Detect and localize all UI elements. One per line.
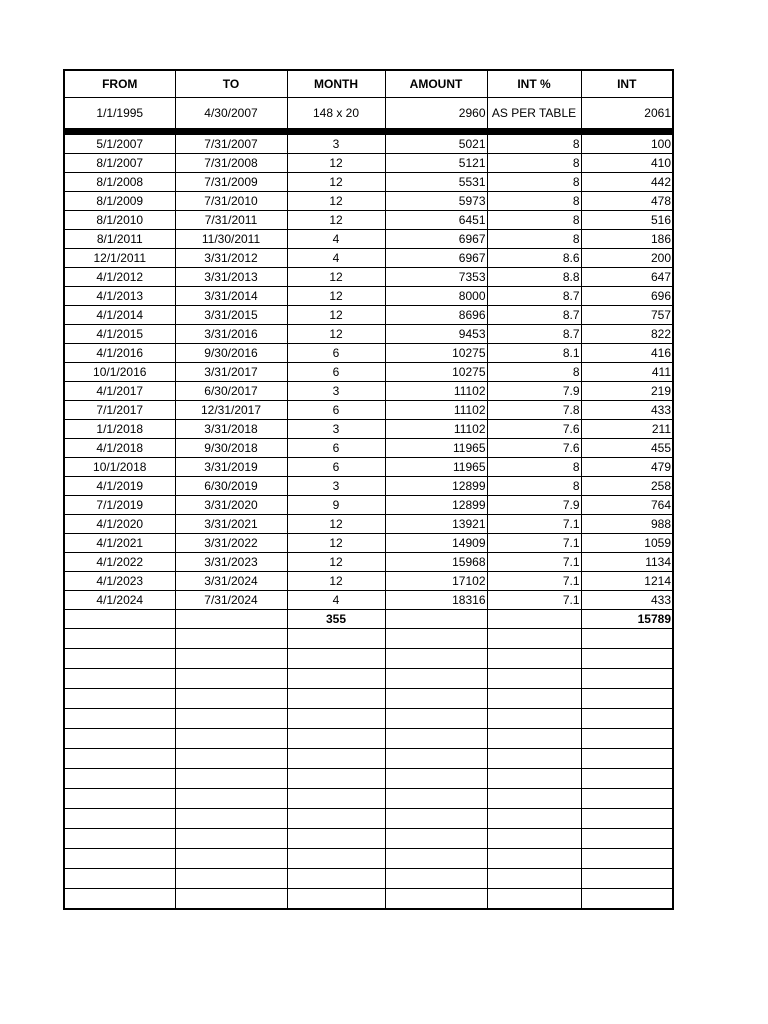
cell-from[interactable]: 12/1/2011 — [64, 249, 175, 268]
empty-row — [64, 749, 673, 769]
cell-to[interactable]: 3/31/2015 — [175, 306, 287, 325]
cell-to[interactable]: 3/31/2016 — [175, 325, 287, 344]
cell-to[interactable]: 3/31/2018 — [175, 420, 287, 439]
empty-row — [64, 689, 673, 709]
cell-int-pct[interactable]: 8 — [487, 173, 581, 192]
cell-month[interactable]: 12 — [287, 306, 385, 325]
cell-month[interactable] — [287, 669, 385, 689]
cell-amount[interactable]: 2960 — [385, 98, 487, 132]
cell-to[interactable]: 12/31/2017 — [175, 401, 287, 420]
table-row — [64, 534, 673, 553]
cell-int[interactable] — [581, 849, 673, 869]
cell-int-pct[interactable]: 7.6 — [487, 420, 581, 439]
cell-int-pct[interactable] — [487, 649, 581, 669]
cell-int[interactable] — [581, 809, 673, 829]
header-to[interactable]: TO — [175, 70, 287, 98]
cell-to[interactable] — [175, 629, 287, 649]
cell-month[interactable] — [287, 809, 385, 829]
table-row — [64, 515, 673, 534]
total-int[interactable]: 15789 — [581, 610, 673, 629]
cell-month[interactable]: 3 — [287, 420, 385, 439]
cell-to[interactable]: 4/30/2007 — [175, 98, 287, 132]
cell-int-pct[interactable]: 8.1 — [487, 344, 581, 363]
cell-to[interactable] — [175, 749, 287, 769]
cell-from[interactable]: 10/1/2016 — [64, 363, 175, 382]
cell-month[interactable] — [287, 789, 385, 809]
cell-from[interactable]: 4/1/2024 — [64, 591, 175, 610]
table-row — [64, 363, 673, 382]
cell-int[interactable]: 822 — [581, 325, 673, 344]
cell-amount[interactable] — [385, 889, 487, 910]
cell-int[interactable]: 1214 — [581, 572, 673, 591]
cell-int-pct[interactable]: 8.7 — [487, 325, 581, 344]
cell-month[interactable]: 3 — [287, 382, 385, 401]
cell-month[interactable] — [287, 649, 385, 669]
cell-to[interactable]: 3/31/2024 — [175, 572, 287, 591]
empty-row — [64, 649, 673, 669]
cell-amount[interactable]: 18316 — [385, 591, 487, 610]
empty-row — [64, 809, 673, 829]
cell-amount[interactable]: 15968 — [385, 553, 487, 572]
cell-amount[interactable]: 11102 — [385, 401, 487, 420]
cell-int[interactable]: 696 — [581, 287, 673, 306]
cell-amount[interactable] — [385, 749, 487, 769]
cell-int[interactable]: 186 — [581, 230, 673, 249]
cell-amount[interactable]: 14909 — [385, 534, 487, 553]
cell-from[interactable] — [64, 610, 175, 629]
cell-int[interactable] — [581, 789, 673, 809]
cell-from[interactable] — [64, 889, 175, 910]
cell-int[interactable] — [581, 869, 673, 889]
cell-from[interactable]: 4/1/2014 — [64, 306, 175, 325]
cell-int[interactable]: 258 — [581, 477, 673, 496]
cell-from[interactable]: 5/1/2007 — [64, 132, 175, 154]
cell-int[interactable] — [581, 749, 673, 769]
cell-to[interactable] — [175, 610, 287, 629]
cell-from[interactable] — [64, 809, 175, 829]
cell-from[interactable]: 7/1/2017 — [64, 401, 175, 420]
header-month[interactable]: MONTH — [287, 70, 385, 98]
table-row — [64, 401, 673, 420]
cell-amount[interactable]: 12899 — [385, 477, 487, 496]
cell-int[interactable]: 219 — [581, 382, 673, 401]
cell-from[interactable]: 4/1/2018 — [64, 439, 175, 458]
totals-row — [64, 610, 673, 629]
table-row — [64, 477, 673, 496]
cell-from[interactable] — [64, 849, 175, 869]
cell-to[interactable]: 9/30/2016 — [175, 344, 287, 363]
cell-int-pct[interactable]: AS PER TABLE — [487, 98, 581, 132]
cell-amount[interactable] — [385, 669, 487, 689]
cell-from[interactable]: 4/1/2023 — [64, 572, 175, 591]
cell-int-pct[interactable]: 7.8 — [487, 401, 581, 420]
cell-amount[interactable]: 10275 — [385, 344, 487, 363]
empty-row — [64, 889, 673, 910]
cell-int-pct[interactable]: 7.1 — [487, 572, 581, 591]
cell-month[interactable] — [287, 889, 385, 910]
cell-month[interactable]: 12 — [287, 192, 385, 211]
cell-int[interactable]: 516 — [581, 211, 673, 230]
cell-int-pct[interactable]: 8 — [487, 211, 581, 230]
table-row — [64, 306, 673, 325]
empty-row — [64, 629, 673, 649]
cell-from[interactable] — [64, 709, 175, 729]
cell-from[interactable]: 4/1/2017 — [64, 382, 175, 401]
cell-from[interactable]: 8/1/2008 — [64, 173, 175, 192]
cell-from[interactable]: 4/1/2019 — [64, 477, 175, 496]
cell-from[interactable] — [64, 829, 175, 849]
cell-month[interactable]: 4 — [287, 230, 385, 249]
cell-int-pct[interactable] — [487, 849, 581, 869]
empty-row — [64, 849, 673, 869]
cell-amount[interactable]: 6451 — [385, 211, 487, 230]
cell-int-pct[interactable] — [487, 789, 581, 809]
cell-int-pct[interactable] — [487, 749, 581, 769]
cell-amount[interactable] — [385, 829, 487, 849]
cell-month[interactable] — [287, 689, 385, 709]
empty-row — [64, 669, 673, 689]
cell-from[interactable] — [64, 749, 175, 769]
cell-int[interactable]: 211 — [581, 420, 673, 439]
empty-row — [64, 789, 673, 809]
cell-from[interactable] — [64, 869, 175, 889]
cell-amount[interactable] — [385, 869, 487, 889]
cell-int-pct[interactable] — [487, 889, 581, 910]
cell-amount[interactable] — [385, 849, 487, 869]
cell-from[interactable]: 10/1/2018 — [64, 458, 175, 477]
header-from[interactable]: FROM — [64, 70, 175, 98]
total-month[interactable]: 355 — [287, 610, 385, 629]
table-row — [64, 439, 673, 458]
cell-int[interactable]: 479 — [581, 458, 673, 477]
cell-from[interactable]: 1/1/2018 — [64, 420, 175, 439]
cell-amount[interactable] — [385, 769, 487, 789]
cell-from[interactable] — [64, 669, 175, 689]
cell-amount[interactable] — [385, 729, 487, 749]
cell-month[interactable] — [287, 869, 385, 889]
cell-int-pct[interactable]: 8 — [487, 458, 581, 477]
table-row — [64, 591, 673, 610]
cell-amount[interactable]: 5973 — [385, 192, 487, 211]
cell-int-pct[interactable] — [487, 689, 581, 709]
cell-from[interactable] — [64, 689, 175, 709]
cell-int[interactable]: 1059 — [581, 534, 673, 553]
cell-int[interactable] — [581, 709, 673, 729]
cell-int-pct[interactable]: 8 — [487, 154, 581, 173]
cell-month[interactable]: 9 — [287, 496, 385, 515]
cell-month[interactable]: 12 — [287, 211, 385, 230]
table-row — [64, 496, 673, 515]
empty-row — [64, 729, 673, 749]
table-row — [64, 287, 673, 306]
cell-from[interactable]: 8/1/2007 — [64, 154, 175, 173]
cell-month[interactable]: 12 — [287, 325, 385, 344]
cell-int-pct[interactable]: 7.1 — [487, 591, 581, 610]
cell-to[interactable]: 3/31/2017 — [175, 363, 287, 382]
cell-amount[interactable]: 10275 — [385, 363, 487, 382]
cell-amount[interactable]: 5021 — [385, 132, 487, 154]
cell-to[interactable] — [175, 689, 287, 709]
table-row — [64, 344, 673, 363]
cell-int-pct[interactable]: 8 — [487, 230, 581, 249]
cell-month[interactable] — [287, 849, 385, 869]
cell-to[interactable]: 7/31/2008 — [175, 154, 287, 173]
cell-int-pct[interactable] — [487, 629, 581, 649]
cell-to[interactable] — [175, 789, 287, 809]
table-row — [64, 211, 673, 230]
first-period-row — [64, 98, 673, 132]
cell-int[interactable] — [581, 829, 673, 849]
cell-from[interactable]: 8/1/2010 — [64, 211, 175, 230]
table-row — [64, 249, 673, 268]
cell-to[interactable] — [175, 709, 287, 729]
cell-month[interactable] — [287, 749, 385, 769]
cell-to[interactable]: 7/31/2009 — [175, 173, 287, 192]
cell-from[interactable] — [64, 729, 175, 749]
cell-from[interactable] — [64, 649, 175, 669]
interest-table — [63, 69, 674, 910]
empty-row — [64, 769, 673, 789]
cell-month[interactable]: 12 — [287, 534, 385, 553]
empty-row — [64, 709, 673, 729]
cell-int-pct[interactable] — [487, 709, 581, 729]
cell-amount[interactable] — [385, 809, 487, 829]
cell-amount[interactable]: 7353 — [385, 268, 487, 287]
cell-month[interactable]: 6 — [287, 344, 385, 363]
cell-int-pct[interactable] — [487, 729, 581, 749]
cell-amount[interactable] — [385, 649, 487, 669]
cell-int[interactable]: 455 — [581, 439, 673, 458]
table-row — [64, 572, 673, 591]
table-row — [64, 325, 673, 344]
cell-int-pct[interactable]: 8 — [487, 132, 581, 154]
cell-month[interactable] — [287, 829, 385, 849]
cell-month[interactable]: 4 — [287, 591, 385, 610]
cell-int[interactable]: 442 — [581, 173, 673, 192]
table-row — [64, 173, 673, 192]
cell-to[interactable]: 3/31/2021 — [175, 515, 287, 534]
cell-month[interactable]: 12 — [287, 572, 385, 591]
cell-int-pct[interactable] — [487, 610, 581, 629]
interest-sheet — [63, 69, 672, 910]
cell-month[interactable] — [287, 629, 385, 649]
cell-int-pct[interactable]: 7.9 — [487, 382, 581, 401]
header-amount[interactable]: AMOUNT — [385, 70, 487, 98]
cell-month[interactable] — [287, 729, 385, 749]
cell-int[interactable]: 647 — [581, 268, 673, 287]
cell-int-pct[interactable] — [487, 769, 581, 789]
cell-month[interactable] — [287, 769, 385, 789]
cell-int[interactable]: 764 — [581, 496, 673, 515]
cell-int[interactable]: 988 — [581, 515, 673, 534]
cell-to[interactable]: 9/30/2018 — [175, 439, 287, 458]
cell-to[interactable] — [175, 649, 287, 669]
cell-amount[interactable]: 5531 — [385, 173, 487, 192]
cell-to[interactable]: 7/31/2024 — [175, 591, 287, 610]
table-row — [64, 154, 673, 173]
cell-amount[interactable]: 11102 — [385, 382, 487, 401]
cell-month[interactable]: 4 — [287, 249, 385, 268]
cell-to[interactable]: 3/31/2022 — [175, 534, 287, 553]
cell-amount[interactable] — [385, 629, 487, 649]
cell-amount[interactable]: 9453 — [385, 325, 487, 344]
cell-int-pct[interactable]: 8.6 — [487, 249, 581, 268]
cell-int-pct[interactable]: 8.8 — [487, 268, 581, 287]
cell-from[interactable]: 8/1/2009 — [64, 192, 175, 211]
cell-to[interactable]: 3/31/2013 — [175, 268, 287, 287]
cell-to[interactable] — [175, 729, 287, 749]
cell-month[interactable]: 3 — [287, 477, 385, 496]
cell-to[interactable]: 3/31/2023 — [175, 553, 287, 572]
cell-from[interactable]: 4/1/2015 — [64, 325, 175, 344]
cell-to[interactable]: 3/31/2019 — [175, 458, 287, 477]
cell-int[interactable]: 100 — [581, 132, 673, 154]
cell-to[interactable] — [175, 809, 287, 829]
cell-int-pct[interactable] — [487, 809, 581, 829]
cell-amount[interactable]: 11965 — [385, 439, 487, 458]
table-row — [64, 132, 673, 154]
cell-month[interactable]: 6 — [287, 363, 385, 382]
cell-amount[interactable]: 5121 — [385, 154, 487, 173]
cell-amount[interactable]: 6967 — [385, 249, 487, 268]
cell-int-pct[interactable] — [487, 669, 581, 689]
cell-int[interactable]: 757 — [581, 306, 673, 325]
table-row — [64, 192, 673, 211]
cell-int-pct[interactable]: 7.9 — [487, 496, 581, 515]
cell-to[interactable] — [175, 829, 287, 849]
cell-int[interactable] — [581, 689, 673, 709]
cell-month[interactable]: 12 — [287, 287, 385, 306]
table-row — [64, 458, 673, 477]
cell-int-pct[interactable]: 8.7 — [487, 306, 581, 325]
cell-from[interactable] — [64, 789, 175, 809]
cell-from[interactable]: 1/1/1995 — [64, 98, 175, 132]
cell-month[interactable]: 6 — [287, 439, 385, 458]
cell-to[interactable] — [175, 889, 287, 910]
cell-int[interactable]: 416 — [581, 344, 673, 363]
cell-amount[interactable] — [385, 689, 487, 709]
cell-amount[interactable]: 11102 — [385, 420, 487, 439]
cell-to[interactable]: 7/31/2011 — [175, 211, 287, 230]
cell-amount[interactable]: 8696 — [385, 306, 487, 325]
cell-amount[interactable]: 11965 — [385, 458, 487, 477]
cell-int[interactable]: 2061 — [581, 98, 673, 132]
cell-amount[interactable]: 13921 — [385, 515, 487, 534]
cell-amount[interactable]: 8000 — [385, 287, 487, 306]
cell-int-pct[interactable]: 7.6 — [487, 439, 581, 458]
cell-int[interactable]: 411 — [581, 363, 673, 382]
table-row — [64, 382, 673, 401]
cell-int[interactable]: 478 — [581, 192, 673, 211]
cell-int[interactable] — [581, 649, 673, 669]
cell-from[interactable]: 4/1/2020 — [64, 515, 175, 534]
cell-int[interactable] — [581, 769, 673, 789]
cell-month[interactable]: 12 — [287, 154, 385, 173]
cell-int[interactable]: 1134 — [581, 553, 673, 572]
cell-amount[interactable] — [385, 709, 487, 729]
cell-to[interactable] — [175, 669, 287, 689]
cell-int[interactable] — [581, 729, 673, 749]
cell-amount[interactable] — [385, 789, 487, 809]
cell-int[interactable]: 433 — [581, 591, 673, 610]
header-row — [64, 70, 673, 98]
cell-month[interactable]: 12 — [287, 173, 385, 192]
cell-month[interactable]: 12 — [287, 268, 385, 287]
cell-to[interactable]: 3/31/2014 — [175, 287, 287, 306]
cell-month[interactable]: 3 — [287, 132, 385, 154]
cell-month[interactable]: 148 x 20 — [287, 98, 385, 132]
cell-int-pct[interactable] — [487, 829, 581, 849]
cell-from[interactable]: 4/1/2013 — [64, 287, 175, 306]
cell-int[interactable]: 433 — [581, 401, 673, 420]
cell-from[interactable] — [64, 769, 175, 789]
cell-to[interactable] — [175, 769, 287, 789]
cell-int[interactable]: 200 — [581, 249, 673, 268]
empty-row — [64, 869, 673, 889]
cell-int-pct[interactable]: 8.7 — [487, 287, 581, 306]
cell-int-pct[interactable]: 7.1 — [487, 534, 581, 553]
cell-from[interactable]: 4/1/2021 — [64, 534, 175, 553]
cell-amount[interactable]: 17102 — [385, 572, 487, 591]
cell-int-pct[interactable]: 7.1 — [487, 515, 581, 534]
cell-to[interactable] — [175, 869, 287, 889]
cell-to[interactable]: 11/30/2011 — [175, 230, 287, 249]
cell-int-pct[interactable]: 8 — [487, 363, 581, 382]
cell-from[interactable]: 4/1/2012 — [64, 268, 175, 287]
cell-from[interactable]: 4/1/2016 — [64, 344, 175, 363]
cell-int-pct[interactable] — [487, 869, 581, 889]
cell-to[interactable]: 7/31/2007 — [175, 132, 287, 154]
cell-to[interactable]: 3/31/2020 — [175, 496, 287, 515]
table-row — [64, 268, 673, 287]
cell-int-pct[interactable]: 7.1 — [487, 553, 581, 572]
cell-to[interactable]: 7/31/2010 — [175, 192, 287, 211]
cell-amount[interactable] — [385, 610, 487, 629]
empty-row — [64, 829, 673, 849]
cell-int[interactable] — [581, 629, 673, 649]
cell-to[interactable]: 3/31/2012 — [175, 249, 287, 268]
cell-int-pct[interactable]: 8 — [487, 192, 581, 211]
table-row — [64, 420, 673, 439]
cell-int[interactable]: 410 — [581, 154, 673, 173]
cell-month[interactable]: 12 — [287, 553, 385, 572]
cell-month[interactable] — [287, 709, 385, 729]
cell-int[interactable] — [581, 889, 673, 910]
table-row — [64, 553, 673, 572]
cell-int-pct[interactable]: 8 — [487, 477, 581, 496]
cell-from[interactable]: 7/1/2019 — [64, 496, 175, 515]
cell-month[interactable]: 6 — [287, 401, 385, 420]
cell-to[interactable]: 6/30/2017 — [175, 382, 287, 401]
cell-int[interactable] — [581, 669, 673, 689]
cell-amount[interactable]: 12899 — [385, 496, 487, 515]
cell-to[interactable] — [175, 849, 287, 869]
cell-from[interactable] — [64, 629, 175, 649]
cell-month[interactable]: 12 — [287, 515, 385, 534]
cell-to[interactable]: 6/30/2019 — [175, 477, 287, 496]
cell-from[interactable]: 8/1/2011 — [64, 230, 175, 249]
header-int-pct[interactable]: INT % — [487, 70, 581, 98]
cell-from[interactable]: 4/1/2022 — [64, 553, 175, 572]
cell-amount[interactable]: 6967 — [385, 230, 487, 249]
cell-month[interactable]: 6 — [287, 458, 385, 477]
table-row — [64, 230, 673, 249]
header-int[interactable]: INT — [581, 70, 673, 98]
